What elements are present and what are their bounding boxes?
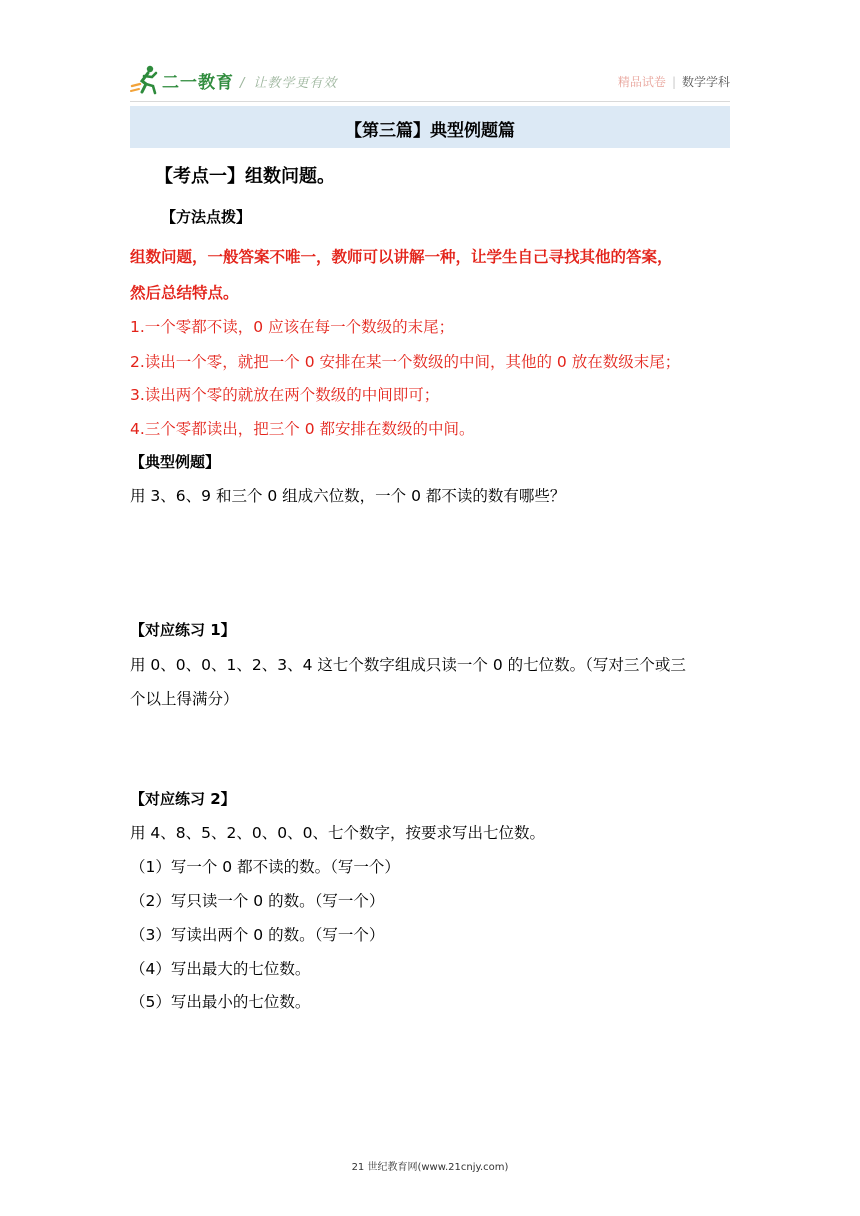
method-intro-line-1: 组数问题，一般答案不唯一，教师可以讲解一种，让学生自己寻找其他的答案， (130, 248, 673, 266)
method-point-1: 1.一个零都不读，0 应该在每一个数级的末尾； (130, 318, 455, 336)
practice-2-intro: 用 4、8、5、2、0、0、0、七个数字，按要求写出七位数。 (130, 824, 545, 842)
practice-1-line-1: 用 0、0、0、1、2、3、4 这七个数字组成只读一个 0 的七位数。（写对三个或三 (130, 656, 686, 674)
practice-1-line-2: 个以上得满分） (130, 690, 239, 708)
slogan-slash: / (240, 76, 246, 91)
example-heading: 【典型例题】 (130, 453, 221, 471)
example-question: 用 3、6、9 和三个 0 组成六位数，一个 0 都不读的数有哪些？ (130, 487, 566, 505)
title-band (130, 106, 730, 148)
logo (130, 64, 240, 96)
header-right (618, 73, 730, 90)
practice-2-heading: 【对应练习 2】 (130, 790, 236, 808)
subject-label: 数学学科 (681, 75, 730, 89)
practice-2-item-4: （4）写出最大的七位数。 (130, 960, 311, 978)
slogan (240, 72, 337, 91)
practice-2-item-5: （5）写出最小的七位数。 (130, 993, 311, 1011)
topic-heading: 【考点一】组数问题。 (155, 166, 335, 187)
page-header (130, 62, 730, 102)
runner-logo-icon (130, 64, 162, 96)
practice-2-item-3: （3）写读出两个 0 的数。（写一个） (130, 926, 385, 944)
practice-1-heading: 【对应练习 1】 (130, 621, 236, 639)
page-footer: 21 世纪教育网(www.21cnjy.com) (351, 1162, 509, 1173)
method-intro-line-2: 然后总结特点。 (130, 284, 239, 302)
logo-text: 二一教育 (162, 73, 234, 93)
practice-2-item-2: （2）写只读一个 0 的数。（写一个） (130, 892, 385, 910)
page-title: 【第三篇】典型例题篇 (345, 121, 515, 141)
method-point-4: 4.三个零都读出，把三个 0 都安排在数级的中间。 (130, 420, 475, 438)
practice-2-item-1: （1）写一个 0 都不读的数。（写一个） (130, 858, 400, 876)
method-point-2: 2.读出一个零，就把一个 0 安排在某一个数级的中间，其他的 0 放在数级末尾； (130, 353, 681, 371)
header-separator: | (671, 75, 676, 89)
header-divider (130, 101, 730, 102)
quality-label: 精品试卷 (617, 75, 666, 89)
method-point-3: 3.读出两个零的就放在两个数级的中间即可； (130, 386, 440, 404)
slogan-text: 让教学更有效 (253, 76, 338, 91)
method-heading: 【方法点拨】 (161, 208, 252, 226)
